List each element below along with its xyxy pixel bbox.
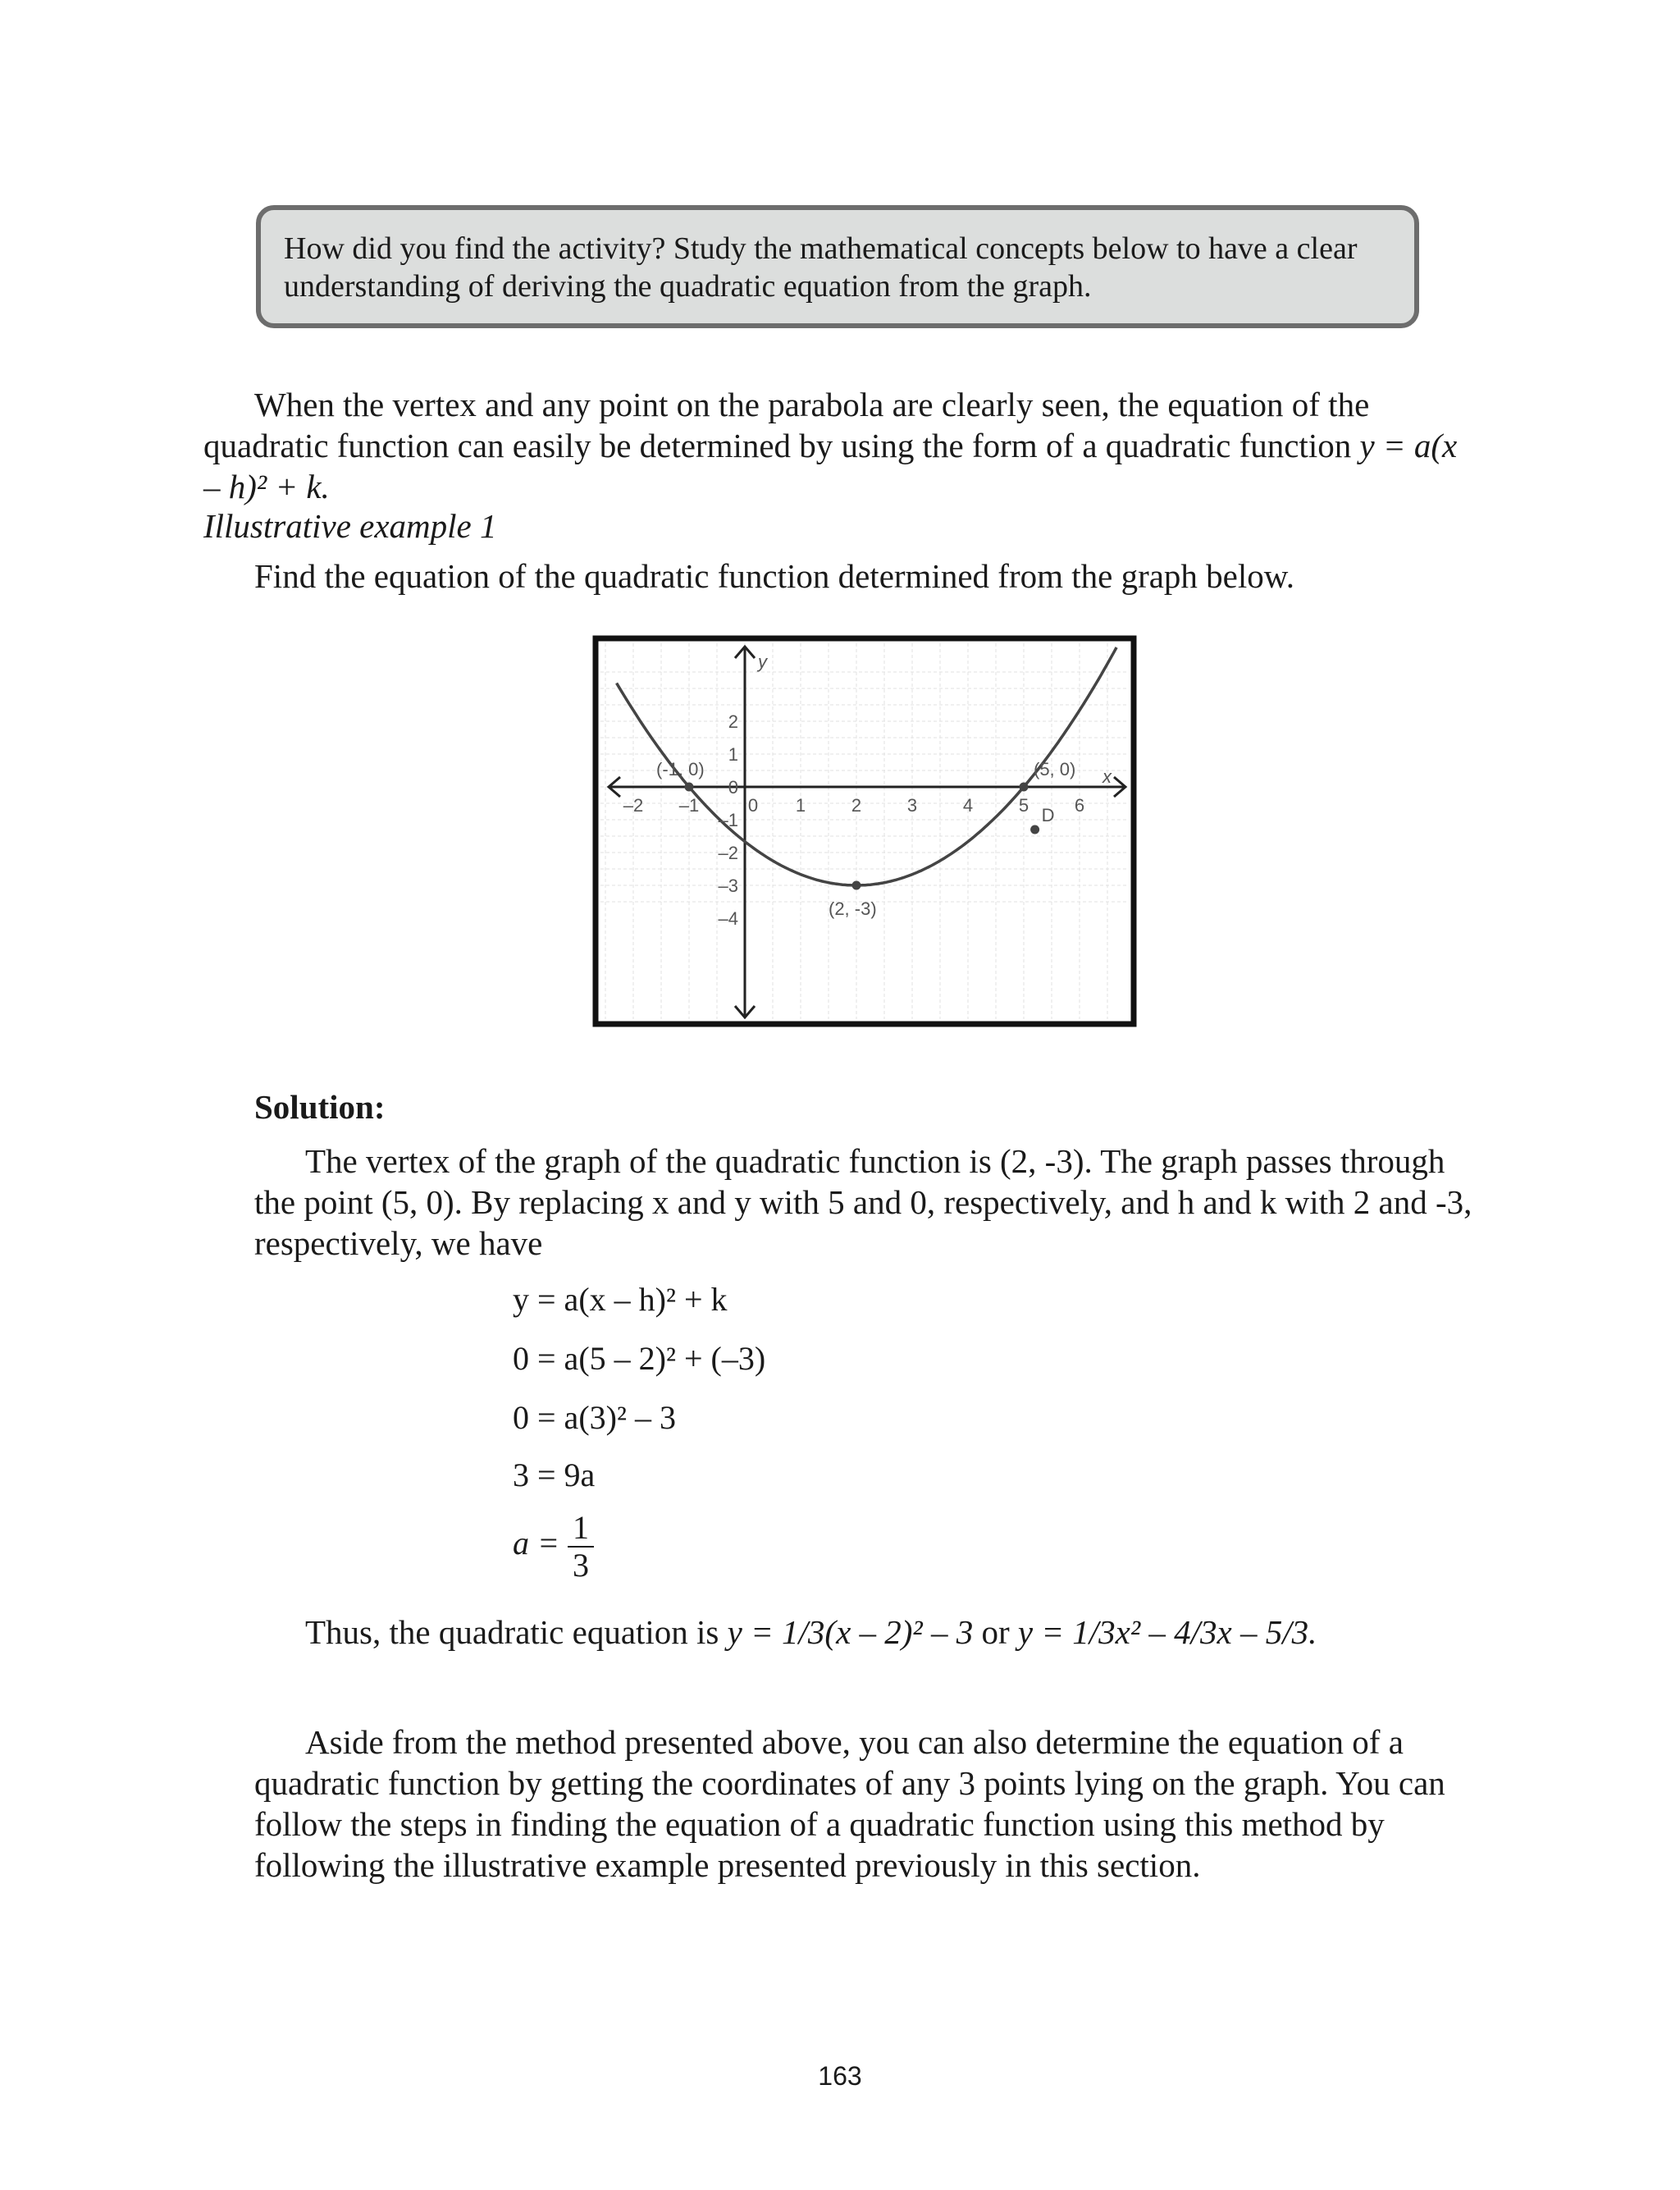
step-equation-4: 3 = 9a — [513, 1456, 596, 1493]
x-tick-label: 2 — [851, 795, 862, 816]
x-tick-label: –2 — [623, 795, 644, 816]
intro-paragraph — [203, 384, 1478, 507]
solution-paragraph: The vertex of the graph of the quadratic function is (2, -3). The graph passes through the point (5, 0). By replacing x and y with 5 and 0, respectively, and h and k with 2 and -3, respectively, we have — [254, 1142, 1472, 1262]
vertex-form-formula: y = a(x – h)² + k. — [203, 427, 1458, 505]
parabola-graph — [592, 635, 1137, 1027]
conclusion-form-1: y = 1/3(x – 2)² – 3 — [727, 1613, 974, 1651]
graph-point-label: D — [1041, 805, 1055, 825]
graph-point-label: (2, -3) — [829, 898, 877, 919]
example-title: Illustrative example 1 — [203, 507, 497, 545]
step5-lhs: a = — [513, 1525, 559, 1562]
intro-text: When the vertex and any point on the parabola are clearly seen, the equation of the quadratic function can easily be determined by using the form of a quadratic function — [203, 386, 1370, 464]
page-number: 163 — [818, 2061, 862, 2091]
graph-point-label: (-1, 0) — [656, 759, 705, 780]
x-axis-label: x — [1102, 766, 1112, 787]
y-tick-label: –1 — [718, 810, 738, 830]
graph-point-label: (5, 0) — [1034, 759, 1076, 780]
step-equation-5 — [513, 1510, 594, 1584]
y-tick-label: 0 — [728, 777, 738, 798]
graph-point-marker — [685, 783, 694, 792]
y-axis-label: y — [758, 652, 767, 672]
x-tick-label: 4 — [962, 795, 974, 816]
step5-denominator: 3 — [573, 1547, 589, 1584]
x-tick-label: 5 — [1018, 795, 1029, 816]
y-tick-label: –3 — [718, 876, 738, 896]
step-equation-3: 0 = a(3)² – 3 — [513, 1399, 676, 1436]
conclusion-form-2: y = 1/3x² – 4/3x – 5/3. — [1017, 1613, 1317, 1651]
graph-frame — [596, 638, 1134, 1024]
y-tick-label: –2 — [718, 843, 738, 863]
y-tick-label: 2 — [728, 711, 738, 732]
closing-paragraph: Aside from the method presented above, you can also determine the equation of a quadratic function by getting the coordinates of any 3 points lying on the graph. You can follow the steps in finding the equation of a quadratic function using this method by following the illustrative example presented previously in this section. — [254, 1723, 1445, 1884]
step5-numerator: 1 — [568, 1510, 594, 1548]
callout-text: How did you find the activity? Study the mathematical concepts below to have a clear understanding of deriving the quadratic equation from the graph. — [284, 231, 1358, 304]
step-equation-1: y = a(x – h)² + k — [513, 1281, 728, 1318]
graph-point-marker — [1030, 825, 1039, 834]
conclusion-prefix: Thus, the quadratic equation is — [305, 1613, 719, 1651]
x-tick-label: 6 — [1074, 795, 1085, 816]
x-tick-label: 3 — [906, 795, 918, 816]
step-equation-2: 0 = a(5 – 2)² + (–3) — [513, 1340, 766, 1377]
step5-fraction — [568, 1510, 594, 1584]
graph-canvas — [592, 635, 1137, 1027]
y-tick-label: 1 — [728, 744, 738, 765]
conclusion-line — [305, 1612, 1317, 1652]
y-tick-label: –4 — [718, 908, 738, 929]
example-prompt: Find the equation of the quadratic function determined from the graph below. — [254, 557, 1294, 595]
solution-label: Solution: — [254, 1088, 386, 1126]
activity-callout-box — [256, 205, 1419, 328]
x-tick-label: –1 — [678, 795, 700, 816]
x-tick-label: 0 — [747, 795, 759, 816]
graph-point-marker — [1020, 783, 1029, 792]
x-tick-label: 1 — [795, 795, 806, 816]
graph-point-marker — [852, 881, 861, 890]
conclusion-connector: or — [981, 1613, 1010, 1651]
